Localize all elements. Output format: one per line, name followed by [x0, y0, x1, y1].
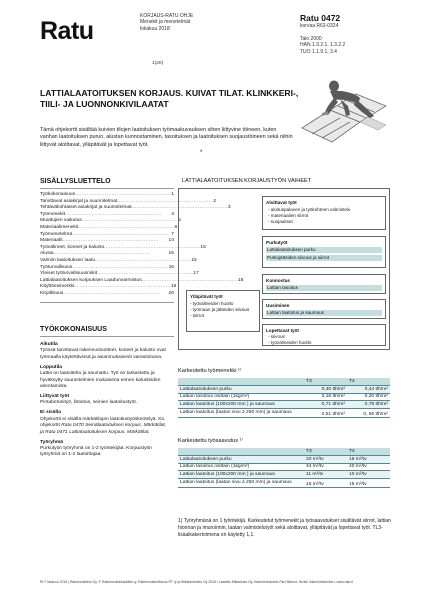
toc-leader: ..........................................................: [53, 251, 150, 257]
toc-item-page: 17: [193, 271, 199, 277]
toc-leader: ..........................................................: [141, 277, 238, 283]
toc-bottom-divider: [40, 302, 174, 303]
related-work-text: Pintabetonityö, listoitus, seinien laatoitustyöt.: [40, 400, 138, 406]
table-row: [178, 401, 390, 409]
finishing-works-item: - työvälineiden huolto: [268, 340, 312, 345]
toc-item-page: 3: [227, 205, 231, 211]
toc-leader: ..........................................................: [63, 290, 160, 296]
renewal-title: Uusiminen: [266, 303, 290, 308]
end-state-heading: Lopputila: [40, 364, 63, 370]
toc-item-page: 20: [168, 290, 174, 296]
maintaining-works-item: - siirrot: [190, 313, 205, 318]
toc-leader: ..........................................................: [74, 284, 171, 290]
demolition-step: Purkujätteiden siivous ja siirrot: [266, 255, 382, 261]
toc-item-label: Tehtäväkohtaiset asiakirjat ja suunnitelmat: [40, 205, 132, 211]
starting-works-box: [262, 196, 386, 230]
toc-leader: ..........................................................: [131, 205, 228, 211]
renewal-step: Lattian laatoitus ja saumaus: [266, 310, 382, 316]
tiler-illustration: [300, 72, 388, 144]
maintaining-works-box: [186, 290, 260, 332]
toc-leader: ..........................................................: [104, 244, 201, 250]
header-card-line: korvaa R63-0324: [300, 23, 339, 29]
table-row: [178, 386, 390, 394]
table-cell: Lattian tasoitus osittain (1kg/m²): [178, 463, 304, 471]
maintaining-works-item: - työvälineiden huolto: [190, 301, 234, 306]
page-footer: RLT lokakuu 2018 | Rakennustieto Oy, © Rakennustietosäätiö ry, Rakennusteollisuus RT ry ja Mittaritoimisto Oy 2018 • Laadittu Mittauksia Oy, Insinööritoimisto Pia Hidlund, Heikki Insinööritoimisto • www.ratu.fi: [40, 580, 354, 584]
toc-item[interactable]: [40, 238, 174, 245]
table-row: [178, 463, 390, 471]
starting-works-item: - suojaukset: [268, 219, 293, 224]
toc-leader: ..........................................................: [117, 198, 214, 204]
toc-item-page: 18: [237, 277, 244, 283]
toc-item-page: 7: [171, 231, 174, 237]
labour-table-heading: Karkeutettu työmenekki ¹⁾: [178, 368, 242, 374]
table-row: [178, 478, 390, 487]
toc-item-page: 19: [170, 284, 177, 290]
start-state-text: Työssä tarvittavat rakennustuotteet, koneet ja kalusto ovat työmaalla käytettävissä ja asianmukaisesti varastoituina.: [40, 348, 166, 360]
header-card-line: Talo 2000: [300, 35, 322, 42]
table-cell: Lattian laatoitus (100x200 mm ) ja saumaus: [178, 401, 304, 409]
table-row: [178, 471, 390, 479]
table-header-cell: T4: [347, 378, 390, 386]
header-series-line: KORJAUS-RATU OHJE: [140, 13, 194, 19]
maintaining-works-item: - työmaan ja jätteiden siivous: [190, 307, 250, 312]
output-table-heading: Karkeutettu työsaavutus ¹⁾: [178, 438, 243, 444]
toc-item-label: Käyttöesimerkki: [40, 284, 75, 290]
end-state-text: Lattia on laatoitettu ja saumattu. Työ on tarkastettu ja hyväksytty suunnitelmien mukaisena ennen kalusteiden asentamista.: [40, 371, 161, 390]
toc-item-label: Yleiset työturvallisuusriskit: [40, 271, 98, 277]
toc-item-label: Muuttujien vaikutus: [40, 218, 82, 224]
related-work-heading: Liittyvät työt: [40, 394, 70, 400]
table-cell: Lattian laatoitus (100x200 mm ) ja saumaus: [178, 471, 304, 479]
toc-item-page: 4: [171, 211, 174, 217]
toc-heading: SISÄLLYSLUETTELO: [40, 178, 111, 185]
table-cell: 0, 56 tth/m²: [347, 408, 390, 417]
toc-leader: ..........................................................: [78, 224, 175, 230]
toc-item[interactable]: [40, 257, 197, 265]
table-cell: 40 m²/tv: [347, 463, 390, 471]
table-row: [178, 393, 390, 401]
renewal-box: [262, 299, 386, 319]
repair-box: [262, 274, 386, 294]
header-series-line: Menekit ja menetelmät: [140, 19, 191, 26]
toc-item-label: Valmiin laatoituksen laatu: [40, 257, 96, 263]
toc-item-page: 15: [168, 251, 174, 257]
table-cell: 0,78 tth/m²: [347, 401, 390, 409]
toc-leader: ..........................................................: [81, 218, 179, 224]
toc-leader: ..........................................................: [65, 211, 162, 217]
toc-item-page: 2: [213, 198, 217, 204]
toc-divider: [40, 188, 174, 189]
table-cell: Lattialaatoituksen purku: [178, 386, 304, 394]
maintaining-works-title: Ylläpitävät työt: [190, 294, 223, 299]
header-card-info: [300, 13, 345, 55]
toc-item[interactable]: [40, 192, 174, 199]
toc-item[interactable]: [40, 251, 174, 258]
starting-works-item: - materiaalien siirrot: [268, 213, 309, 218]
toc-item[interactable]: [40, 224, 178, 232]
table-cell: 44 m²/tv: [304, 463, 347, 471]
toc-leader: ..........................................................: [95, 257, 192, 263]
header-series-info: [140, 13, 193, 32]
table-cell: Lattian laatoitus (laatan sivu ≥ 250 mm) ja saumaus: [178, 408, 304, 417]
toc-item-label: Kirjallisuus: [40, 290, 64, 296]
table-cell: 0,18 tth/m²: [304, 393, 347, 401]
toc-leader: ..........................................................: [75, 192, 172, 197]
excluded-text-reference: Ratu 0470 Seinälaatoituksen korjaus. Märkätilat, ja Ratu 0471 Lattialaatoituksen korjaus. Märkätilat.: [40, 423, 167, 435]
table-header-cell: [178, 448, 304, 456]
work-group-heading: Työryhmä: [40, 439, 64, 445]
demolition-box: [262, 236, 386, 268]
footnote: 1) Työryhmänä on 1 työntekijä. Karkeutetut työmenekit ja työsaavutukset sisältävät siirrot, lattian hionnan ja imuroinnin, laatan valmistelutyöt sekä aloittavat, ylläpitävät ja lopettavat työt. TL3-lisäaikakertoimena on käytetty 1,1.: [178, 518, 391, 538]
table-header-row: [178, 448, 390, 456]
toc-item-label: Työkokonaisuus: [40, 192, 76, 197]
toc-item-page: 5: [178, 218, 181, 224]
toc-leader: ..........................................................: [72, 264, 169, 270]
demolition-title: Purkutyöt: [266, 240, 288, 245]
table-header-cell: T3: [304, 448, 347, 456]
header-card-line: HAN 1.3.2.1, 1.3.2.2: [300, 42, 346, 49]
repair-step: Lattian tasoitus: [266, 285, 382, 291]
table-cell: 11 m²/tv: [304, 471, 347, 479]
toc-item-label: Työmenetelmä: [40, 231, 73, 237]
toc-item[interactable]: [40, 218, 181, 225]
toc-item[interactable]: [40, 244, 206, 252]
toc-item-page: 15: [200, 244, 206, 250]
toc-item-page: 14: [168, 238, 174, 244]
work-group-text: Purkutyön työryhmä on 1-2 työntekijää. Korjaustyön työryhmä on 1-2 laatoittajaa.: [40, 446, 152, 458]
toc-item-label: Lattialaatoituksen korjauksen Laadunvarmistus: [40, 277, 142, 283]
table-cell: 0,20 tth/m²: [347, 393, 390, 401]
toc-item-label: Alusta: [40, 251, 54, 257]
toc-item-label: Työturvallisuus: [40, 264, 73, 270]
table-header-cell: T4: [347, 448, 390, 456]
table-cell: 18 m²/tv: [347, 456, 390, 464]
intro-paragraph: Tämä ohjekortti sisältää kuivien tilojen laatoituksen työmaakuvauksen sihen liittyvine töineen, kuten vanhan laatoituksen purun, alustan kunnostaminen, tasoituksen ja laatoituksen suojaustöineen sekä niihin liittyvät aloittavat, ylläpitävät ja lopettavat työt.: [40, 127, 293, 148]
table-cell: 16 m²/tv: [304, 478, 347, 487]
output-table: [178, 448, 390, 488]
excluded-heading: Ei sisälla: [40, 410, 61, 416]
card-code: Ratu 0472: [300, 13, 341, 23]
excluded-text: [40, 417, 170, 436]
table-cell: 0,40 tth/m²: [304, 386, 347, 394]
page-number: 1(20): [152, 61, 164, 66]
header-card-line: TUO 1.1.9.1, 3.4: [300, 48, 337, 55]
work-phases-heading: LATTIALAATOITUKSEN KORJAUSTYÖN VAIHEET: [182, 178, 312, 184]
table-header-row: [178, 378, 390, 386]
work-package: [40, 342, 170, 459]
toc-item-page: 6: [174, 224, 178, 230]
toc-item-label: Materiaalit: [40, 238, 63, 244]
table-cell: 10 m²/tv: [347, 471, 390, 479]
table-cell: 0,71 tth/m²: [304, 401, 347, 409]
toc-item-page: 16: [168, 264, 175, 270]
table-cell: 20 m²/tv: [304, 456, 347, 464]
starting-works-title: Aloittavat työt: [266, 200, 297, 205]
toc-item[interactable]: [40, 271, 199, 278]
document-title: LATTIALAATOITUKSEN KORJAUS. KUIVAT TILAT. KLINKKERI-, TIILI- JA LUONNONKIVILAATAT: [40, 88, 299, 109]
toc-item-label: Materiaalimenekit: [40, 224, 79, 230]
ratu-logo: Ratu: [40, 17, 94, 45]
toc-item-page: 1: [171, 192, 175, 197]
table-cell: 0,51 tth/m²: [304, 408, 347, 417]
finishing-works-item: - siivous: [268, 334, 285, 339]
toc-item[interactable]: [40, 205, 231, 212]
toc-leader: ..........................................................: [72, 231, 169, 237]
toc-item-page: 15: [191, 257, 197, 263]
labour-table: [178, 378, 390, 418]
table-header-cell: T3: [304, 378, 347, 386]
table-cell: Lattian laatoitus (laatan sivu ≥ 250 mm) ja saumaus: [178, 478, 304, 487]
repair-title: Kunnostus: [266, 278, 290, 283]
start-state-heading: Aikutila: [40, 342, 58, 347]
toc-leader: ..........................................................: [97, 271, 194, 277]
table-cell: Lattian tasoitus osittain (1kg/m²): [178, 393, 304, 401]
demolition-step: Lattialaatoituksen purku: [266, 247, 382, 253]
toc-item-label: Työmenekit: [40, 211, 66, 217]
header-series-line: lokakuu 2018: [140, 25, 170, 32]
table-row: [178, 456, 390, 464]
finishing-works-box: [262, 324, 386, 346]
table-cell: 15 m²/tv: [347, 478, 390, 487]
work-divider: [40, 336, 174, 337]
intro-asterisk: *: [200, 150, 203, 156]
excluded-text-plain: Ohjekortti ei sisällä märkätilojen laatoitustyöskentelyä. Ks. ohjekortit: [40, 416, 166, 429]
table-cell: 0,44 tth/m²: [347, 386, 390, 394]
table-row: [178, 408, 390, 417]
work-package-heading: TYÖKOKONAISUUS: [40, 326, 107, 333]
starting-works-item: - aloituspalaveri ja työkohteen valmistelu: [268, 207, 351, 212]
toc-leader: ..........................................................: [62, 238, 159, 244]
toc-item-label: Työvälineet, koneet ja kalusto: [40, 244, 105, 250]
toc-item-label: Tarvittavat asiakirjat ja suunnitelmat: [40, 198, 118, 204]
finishing-works-title: Lopettavat työt: [266, 328, 299, 333]
table-cell: Lattialaatoituksen purku: [178, 456, 304, 464]
table-header-cell: [178, 378, 304, 386]
toc-item[interactable]: [40, 284, 177, 291]
toc-item[interactable]: [40, 291, 174, 298]
